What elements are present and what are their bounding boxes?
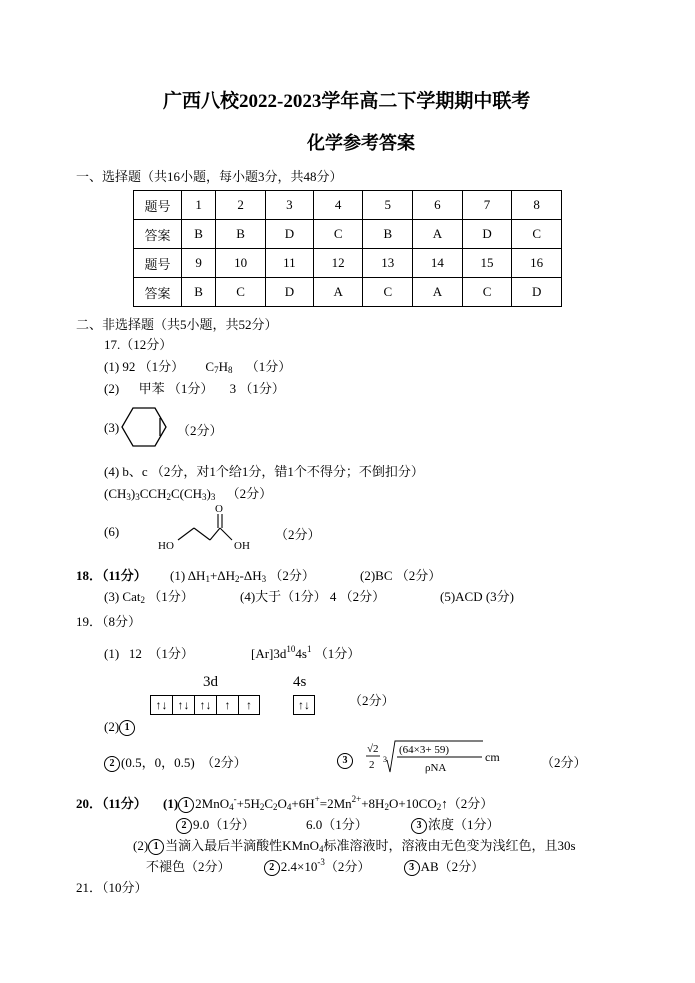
table-cell: 2 bbox=[216, 191, 266, 220]
q18-line1b: (2)BC （2分） bbox=[360, 568, 442, 583]
table-cell: A bbox=[313, 278, 363, 307]
table-cell: D bbox=[462, 220, 512, 249]
table-cell: A bbox=[413, 220, 463, 249]
table-cell: C bbox=[313, 220, 363, 249]
orbital-4s-label: 4s bbox=[293, 674, 307, 690]
table-cell: 12 bbox=[313, 249, 363, 278]
q18-line1a: (1) $\Delta H_1+\Delta H_2-\Delta H_3$ （2分） bbox=[170, 568, 315, 584]
circle-1-marker: 1 bbox=[148, 839, 164, 855]
circle-3-marker: 3 bbox=[411, 818, 427, 834]
struct-o-label: O bbox=[215, 503, 223, 515]
circle-2-marker: 2 bbox=[264, 860, 280, 876]
q19-line2-score: （2分） bbox=[349, 693, 395, 708]
table-cell: B bbox=[216, 220, 266, 249]
table-cell: D bbox=[265, 278, 313, 307]
q19-line2-prefix: (2) bbox=[104, 719, 120, 734]
frac-num: √2 bbox=[367, 743, 379, 755]
table-cell: 11 bbox=[265, 249, 313, 278]
q18-heading bbox=[76, 565, 147, 584]
q17-line2: (2) 甲苯 （1分） 3 （1分） bbox=[104, 381, 285, 396]
table-cell: C bbox=[462, 278, 512, 307]
table-cell: C bbox=[363, 278, 413, 307]
table-cell: 15 bbox=[462, 249, 512, 278]
table-cell: 4 bbox=[313, 191, 363, 220]
orbital-3d-label: 3d bbox=[203, 674, 218, 690]
table-cell: 3 bbox=[265, 191, 313, 220]
q20-line1: (1) 1 $2MnO_4^-+5H_2C_2O_4+6H^+=2Mn^{2+}+8H_2O+10CO_2↑(2$分） bbox=[163, 794, 494, 812]
q18-line2c: (5)ACD (3分) bbox=[440, 589, 515, 604]
section2-heading: 二、非选择题（共5小题，共52分） bbox=[76, 317, 278, 332]
table-cell: 14 bbox=[413, 249, 463, 278]
answer-table bbox=[133, 190, 562, 307]
circle-2-marker: 2 bbox=[104, 756, 120, 772]
table-cell: B bbox=[182, 278, 216, 307]
q19-line1a: (1) 12 （1分） bbox=[104, 646, 194, 661]
q20-line4a: 不褪色（2分） bbox=[146, 859, 231, 874]
q19-line3a bbox=[104, 752, 247, 772]
q17-line5-score: （2分） bbox=[226, 486, 273, 501]
q17-line3-label: (3) bbox=[104, 420, 120, 435]
table-cell: 8 bbox=[512, 191, 562, 220]
table-cell: B bbox=[182, 220, 216, 249]
q19-line3-score: （2分） bbox=[541, 755, 587, 770]
q20-line4 bbox=[146, 856, 484, 876]
circle-1-marker: 1 bbox=[119, 720, 135, 736]
cyclohexene-structure bbox=[120, 404, 168, 450]
table-cell: 9 bbox=[182, 249, 216, 278]
table-cell: D bbox=[512, 278, 562, 307]
table-cell: 1 bbox=[182, 191, 216, 220]
table-cell: 10 bbox=[216, 249, 266, 278]
table-cell: A bbox=[413, 278, 463, 307]
q17-line6-label: (6) bbox=[104, 524, 120, 539]
table-cell: 13 bbox=[363, 249, 413, 278]
cube-den: ρNA bbox=[425, 762, 447, 774]
table-cell: 题号 bbox=[134, 191, 182, 220]
q17-line4: (4) b、c （2分，对1个给1分，错1个不得分；不倒扣分） bbox=[104, 464, 424, 479]
orbital-box: ↑↓ bbox=[293, 695, 315, 715]
q18-heading-text: 18．（11分） bbox=[76, 568, 147, 583]
orbital-box: ↑↓ bbox=[172, 695, 194, 715]
circle-2-marker: 2 bbox=[176, 818, 192, 834]
table-cell: C bbox=[216, 278, 266, 307]
page-subtitle: 化学参考答案 bbox=[307, 133, 415, 153]
table-cell: 答案 bbox=[134, 220, 182, 249]
q19-line3-circle3 bbox=[337, 752, 354, 769]
q17-heading: 17.（12分） bbox=[104, 337, 173, 352]
q20-line2b: 6.0（1分） bbox=[306, 817, 368, 832]
q19-line3-text: (0.5，0，0.5) （2分） bbox=[121, 755, 247, 770]
page-title: 广西八校2022-2023学年高二下学期期中联考 bbox=[163, 91, 531, 112]
table-cell: 6 bbox=[413, 191, 463, 220]
q18-line2b: (4)大于（1分） 4 （2分） bbox=[240, 589, 386, 604]
orbital-3d-boxes bbox=[150, 695, 260, 715]
q20-line4b-wrap: 2 $2.4\times 10^{-3}(2$分） bbox=[264, 859, 371, 874]
q21-heading: 21．（10分） bbox=[76, 880, 148, 895]
unit-cm: cm bbox=[485, 750, 500, 764]
table-row bbox=[134, 278, 562, 307]
q19-heading: 19．（8分） bbox=[76, 614, 142, 629]
frac-den: 2 bbox=[369, 759, 375, 771]
table-row bbox=[134, 220, 562, 249]
orbital-4s-boxes bbox=[293, 695, 315, 715]
struct-oh-label: OH bbox=[234, 540, 250, 552]
density-formula bbox=[363, 738, 523, 778]
q20-line3: (2) 1 当滴入最后半滴酸性KMnO$_4$标准溶液时，溶液由无色变为浅红色，且30s bbox=[133, 838, 576, 854]
q17-formula-5: $(CH_3)_3CCH_2C(CH_3)_3$ bbox=[104, 486, 216, 502]
orbital-box: ↑↓ bbox=[150, 695, 172, 715]
q17-line3-score: （2分） bbox=[177, 423, 223, 438]
cube-num: (64×3+ 59) bbox=[399, 744, 449, 756]
q18-line2a: (3) Cat$_2$ （1分） bbox=[104, 589, 194, 605]
q20-line2c-wrap: 3 浓度（1分） bbox=[411, 817, 500, 832]
table-cell: 答案 bbox=[134, 278, 182, 307]
q19-line2-label bbox=[104, 719, 136, 736]
table-cell: 16 bbox=[512, 249, 562, 278]
table-cell: D bbox=[265, 220, 313, 249]
q19-line1b: $[Ar]3d^{10}4s^1$ （1分） bbox=[251, 644, 361, 661]
q20-line4c-wrap: 3 AB（2分） bbox=[404, 859, 485, 874]
q17-line1 bbox=[104, 356, 291, 375]
circle-3-marker: 3 bbox=[337, 753, 353, 769]
orbital-box: ↑↓ bbox=[194, 695, 216, 715]
q17-formula: $C_7H_8$ bbox=[205, 359, 233, 375]
circle-3-marker: 3 bbox=[404, 860, 420, 876]
q17-line6-score: （2分） bbox=[275, 527, 321, 542]
table-cell: B bbox=[363, 220, 413, 249]
section1-heading: 一、选择题（共16小题，每小题3分，共48分） bbox=[76, 169, 343, 184]
hydroxypropanoic-acid-structure bbox=[152, 502, 262, 552]
q17-line1-a: (1) 92 （1分） bbox=[104, 359, 185, 374]
table-row bbox=[134, 249, 562, 278]
table-cell: 题号 bbox=[134, 249, 182, 278]
orbital-box: ↑ bbox=[216, 695, 238, 715]
circle-1-marker: 1 bbox=[178, 797, 194, 813]
table-row bbox=[134, 191, 562, 220]
q20-heading: 20．（11分） bbox=[76, 796, 147, 811]
q17-line1-b: （1分） bbox=[245, 359, 292, 374]
cube-index: 3 bbox=[383, 755, 387, 764]
struct-ho-label: HO bbox=[158, 540, 174, 552]
q17-line5 bbox=[104, 483, 272, 502]
orbital-box: ↑ bbox=[238, 695, 260, 715]
q20-line2: 2 9.0（1分） 6.0（1分） 3 浓度（1分） bbox=[176, 814, 500, 834]
table-cell: 7 bbox=[462, 191, 512, 220]
table-cell: C bbox=[512, 220, 562, 249]
table-cell: 5 bbox=[363, 191, 413, 220]
